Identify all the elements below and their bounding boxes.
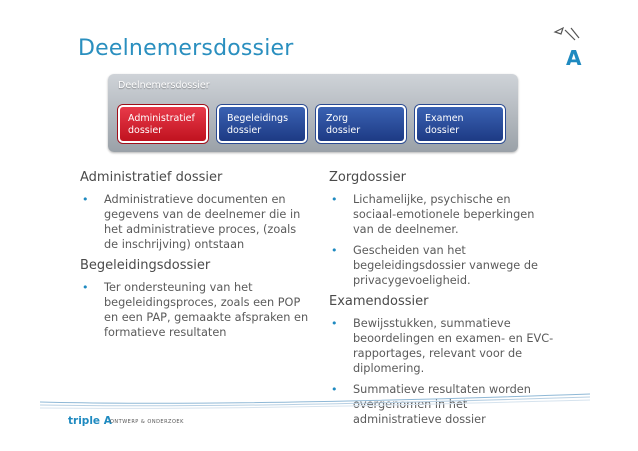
box-label-line1: Administratief xyxy=(128,113,195,124)
bullet-item xyxy=(80,280,310,340)
bullet-icon: • xyxy=(331,383,338,396)
bullet-list xyxy=(80,192,310,252)
bullet-icon: • xyxy=(82,193,89,206)
bullet-icon: • xyxy=(331,317,338,330)
bullet-icon: • xyxy=(331,244,338,257)
panel-title: Deelnemersdossier xyxy=(118,80,210,91)
slide-title: Deelnemersdossier xyxy=(78,36,294,61)
footer-swoosh-icon xyxy=(0,388,638,418)
section-heading: Examendossier xyxy=(329,294,429,309)
bullet-text: Gescheiden van het begeleidingsdossier vanwege de privacygevoeligheid. xyxy=(353,244,538,287)
box-label-line2: dossier xyxy=(425,125,460,136)
box-zorg-dossier[interactable] xyxy=(316,105,406,143)
box-label-line2: dossier xyxy=(326,125,361,136)
box-administratief-dossier[interactable] xyxy=(118,105,208,143)
bullet-list xyxy=(80,280,310,340)
bullet-text: Ter ondersteuning van het begeleidingsproces, zoals een POP en een PAP, gemaakte afspraken en formatieve resultaten xyxy=(104,281,309,339)
bullet-item xyxy=(329,316,554,376)
box-label-line1: Zorg xyxy=(326,113,349,124)
dossier-diagram-panel xyxy=(108,74,518,152)
left-column xyxy=(80,170,310,346)
footer-brand: triple A xyxy=(68,415,112,427)
bullet-text: Bewijsstukken, summatieve beoordelingen en examen- en EVC-rapportages, relevant voor de diplomering. xyxy=(353,317,554,375)
bullet-text: Administratieve documenten en gegevens van de deelnemer die in het administratieve proces, (zoals de inschrijving) ontstaan xyxy=(104,193,301,251)
section-heading: Zorgdossier xyxy=(329,170,406,185)
bullet-icon: • xyxy=(82,281,89,294)
bullet-item xyxy=(80,192,310,252)
box-examen-dossier[interactable] xyxy=(415,105,505,143)
bullet-item xyxy=(329,243,554,288)
bullet-text: Summatieve resultaten worden overgenomen in het administratieve dossier xyxy=(353,383,531,426)
box-label-line2: dossier xyxy=(227,125,262,136)
logo-letter: A xyxy=(566,46,582,70)
bullet-icon: • xyxy=(331,193,338,206)
box-label-line1: Examen xyxy=(425,113,464,124)
section-heading: Begeleidingsdossier xyxy=(80,258,211,273)
bullet-list xyxy=(329,192,554,288)
box-label-line1: Begeleidings xyxy=(227,113,289,124)
section-heading: Administratief dossier xyxy=(80,170,223,185)
footer-tagline: ONTWERP & ONDERZOEK xyxy=(110,419,184,425)
box-begeleidings-dossier[interactable] xyxy=(217,105,307,143)
bullet-item xyxy=(329,192,554,237)
box-label-line2: dossier xyxy=(128,125,163,136)
bullet-text: Lichamelijke, psychische en sociaal-emotionele beperkingen van de deelnemer. xyxy=(353,193,535,236)
